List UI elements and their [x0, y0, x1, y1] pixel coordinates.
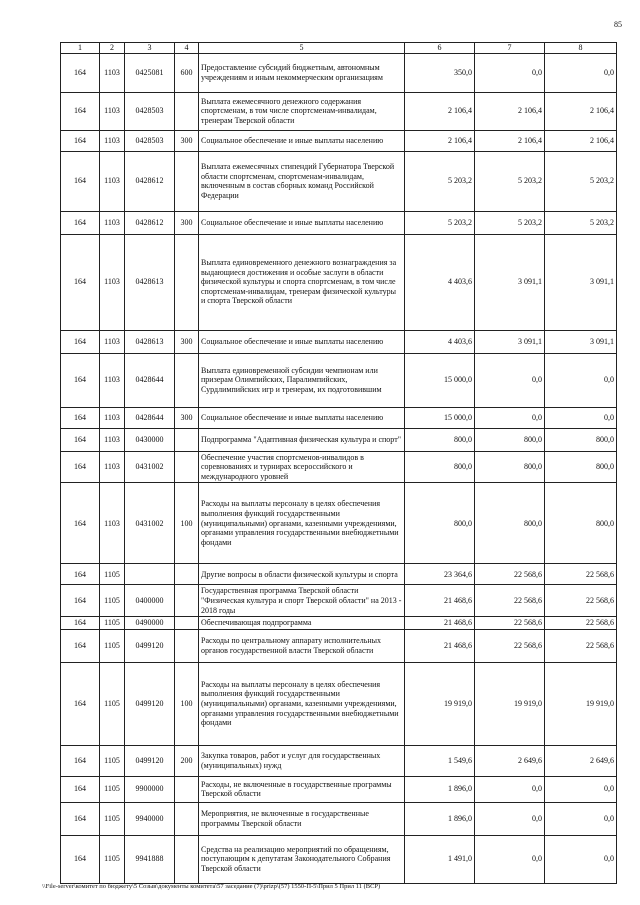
table-cell-c3: 0490000 — [125, 617, 175, 630]
column-header: 3 — [125, 43, 175, 54]
table-cell-c3: 0428644 — [125, 353, 175, 407]
row-description: Социальное обеспечение и иные выплаты населению — [199, 330, 405, 353]
table-cell-c1: 164 — [61, 407, 100, 428]
table-cell-c1: 164 — [61, 835, 100, 883]
table-cell-v7: 5 203,2 — [475, 151, 545, 211]
table-cell-c4 — [175, 428, 199, 451]
table-cell-v8: 0,0 — [545, 407, 617, 428]
table-row — [61, 130, 617, 151]
table-cell-c4: 100 — [175, 483, 199, 564]
column-header: 1 — [61, 43, 100, 54]
table-cell-c1: 164 — [61, 483, 100, 564]
table-cell-c1: 164 — [61, 234, 100, 330]
table-cell-c1: 164 — [61, 151, 100, 211]
table-cell-c3: 9941888 — [125, 835, 175, 883]
table-cell-v7: 3 091,1 — [475, 234, 545, 330]
table-cell-v7: 22 568,6 — [475, 585, 545, 617]
table-cell-c2: 1103 — [100, 234, 125, 330]
table-cell-v7: 0,0 — [475, 776, 545, 802]
row-description: Расходы на выплаты персоналу в целях обеспечения выполнения функций государственными (муниципальными) органами, казенными учреждениями, органами управления государственными внебюджетными фондами — [199, 483, 405, 564]
table-cell-c1: 164 — [61, 745, 100, 776]
table-cell-v6: 800,0 — [405, 451, 475, 483]
table-cell-v7: 3 091,1 — [475, 330, 545, 353]
table-cell-c1: 164 — [61, 53, 100, 92]
table-cell-c2: 1103 — [100, 451, 125, 483]
table-row — [61, 483, 617, 564]
table-cell-c3: 0428613 — [125, 330, 175, 353]
table-cell-v8: 19 919,0 — [545, 662, 617, 745]
table-cell-c2: 1105 — [100, 776, 125, 802]
table-row — [61, 407, 617, 428]
table-header-row — [61, 43, 617, 54]
table-cell-v6: 5 203,2 — [405, 211, 475, 234]
table-cell-c3: 0428612 — [125, 151, 175, 211]
table-cell-c2: 1103 — [100, 483, 125, 564]
column-header: 8 — [545, 43, 617, 54]
table-cell-c4: 300 — [175, 130, 199, 151]
table-cell-c4: 200 — [175, 745, 199, 776]
table-row — [61, 53, 617, 92]
table-cell-c3: 0428644 — [125, 407, 175, 428]
table-cell-v8: 0,0 — [545, 53, 617, 92]
table-cell-c4: 300 — [175, 330, 199, 353]
table-cell-c2: 1105 — [100, 745, 125, 776]
table-row — [61, 234, 617, 330]
table-cell-c4 — [175, 835, 199, 883]
row-description: Расходы на выплаты персоналу в целях обеспечения выполнения функций государственными (муниципальными) органами, казенными учреждениями, органами управления государственными внебюджетными фондами — [199, 662, 405, 745]
table-cell-c2: 1103 — [100, 151, 125, 211]
table-cell-c1: 164 — [61, 802, 100, 835]
table-cell-c1: 164 — [61, 629, 100, 662]
table-cell-v6: 21 468,6 — [405, 585, 475, 617]
table-cell-c4 — [175, 92, 199, 130]
table-cell-v8: 2 106,4 — [545, 92, 617, 130]
table-cell-v7: 0,0 — [475, 835, 545, 883]
table-row — [61, 662, 617, 745]
row-description: Расходы, не включенные в государственные программы Тверской области — [199, 776, 405, 802]
table-cell-c2: 1103 — [100, 407, 125, 428]
table-cell-v7: 22 568,6 — [475, 629, 545, 662]
table-cell-v8: 800,0 — [545, 451, 617, 483]
table-cell-c2: 1105 — [100, 585, 125, 617]
table-cell-v7: 2 106,4 — [475, 92, 545, 130]
table-cell-v6: 4 403,6 — [405, 234, 475, 330]
table-cell-v8: 2 106,4 — [545, 130, 617, 151]
row-description: Мероприятия, не включенные в государственные программы Тверской области — [199, 802, 405, 835]
table-cell-c4 — [175, 564, 199, 585]
table-cell-v8: 22 568,6 — [545, 564, 617, 585]
column-header: 6 — [405, 43, 475, 54]
table-cell-c2: 1105 — [100, 835, 125, 883]
table-row — [61, 564, 617, 585]
table-cell-c1: 164 — [61, 330, 100, 353]
row-description: Выплата единовременного денежного вознаграждения за выдающиеся достижения и особые заслуги в области физической культуры и спорта спортсменам, в том числе спортсменам-инвалидам, тренерам физической культуры и спорта Тверской области — [199, 234, 405, 330]
table-cell-v6: 4 403,6 — [405, 330, 475, 353]
table-cell-c1: 164 — [61, 776, 100, 802]
table-cell-c2: 1105 — [100, 617, 125, 630]
table-cell-c3: 0499120 — [125, 745, 175, 776]
table-cell-v7: 0,0 — [475, 407, 545, 428]
table-cell-c2: 1105 — [100, 564, 125, 585]
table-cell-v8: 3 091,1 — [545, 234, 617, 330]
table-cell-c2: 1105 — [100, 629, 125, 662]
table-row — [61, 835, 617, 883]
table-cell-v6: 800,0 — [405, 428, 475, 451]
row-description: Социальное обеспечение и иные выплаты населению — [199, 407, 405, 428]
table-cell-v7: 2 106,4 — [475, 130, 545, 151]
row-description: Государственная программа Тверской области "Физическая культура и спорт Тверской области" на 2013 - 2018 годы — [199, 585, 405, 617]
table-cell-c4 — [175, 802, 199, 835]
table-cell-v7: 22 568,6 — [475, 564, 545, 585]
table-cell-c3 — [125, 564, 175, 585]
table-cell-c4 — [175, 617, 199, 630]
table-cell-c3: 0430000 — [125, 428, 175, 451]
table-cell-c4: 100 — [175, 662, 199, 745]
table-cell-c1: 164 — [61, 564, 100, 585]
row-description: Средства на реализацию мероприятий по обращениям, поступающим к депутатам Законодательного Собрания Тверской области — [199, 835, 405, 883]
table-row — [61, 330, 617, 353]
table-row — [61, 428, 617, 451]
row-description: Обеспечение участия спортсменов-инвалидов в соревнованиях и турнирах всероссийского и международного уровней — [199, 451, 405, 483]
table-cell-v6: 21 468,6 — [405, 617, 475, 630]
table-cell-v6: 800,0 — [405, 483, 475, 564]
table-cell-v8: 22 568,6 — [545, 629, 617, 662]
table-cell-c3: 0499120 — [125, 629, 175, 662]
table-cell-c4: 300 — [175, 407, 199, 428]
table-cell-v7: 800,0 — [475, 483, 545, 564]
table-cell-v7: 800,0 — [475, 428, 545, 451]
table-cell-c1: 164 — [61, 662, 100, 745]
table-cell-c1: 164 — [61, 451, 100, 483]
row-description: Обеспечивающая подпрограмма — [199, 617, 405, 630]
table-cell-c3: 0428612 — [125, 211, 175, 234]
table-cell-v6: 350,0 — [405, 53, 475, 92]
table-cell-c1: 164 — [61, 130, 100, 151]
table-cell-c2: 1103 — [100, 428, 125, 451]
table-cell-c2: 1103 — [100, 330, 125, 353]
table-cell-v6: 23 364,6 — [405, 564, 475, 585]
table-row — [61, 629, 617, 662]
table-cell-c3: 0425081 — [125, 53, 175, 92]
table-cell-v6: 15 000,0 — [405, 353, 475, 407]
row-description: Выплата ежемесячных стипендий Губернатора Тверской области спортсменам, спортсменам-инвалидам, включенным в состав сборных команд Российской Федерации — [199, 151, 405, 211]
column-header: 2 — [100, 43, 125, 54]
table-cell-c3: 0431002 — [125, 451, 175, 483]
table-cell-c2: 1105 — [100, 802, 125, 835]
table-row — [61, 92, 617, 130]
row-description: Выплата единовременной субсидии чемпионам или призерам Олимпийских, Паралимпийских, Сурдлимпийских игр и тренерам, их подготовившим — [199, 353, 405, 407]
table-cell-c4 — [175, 585, 199, 617]
table-cell-c1: 164 — [61, 617, 100, 630]
table-cell-v8: 2 649,6 — [545, 745, 617, 776]
table-cell-v8: 5 203,2 — [545, 211, 617, 234]
table-row — [61, 585, 617, 617]
row-description: Предоставление субсидий бюджетным, автономным учреждениям и иным некоммерческим организациям — [199, 53, 405, 92]
table-cell-v8: 800,0 — [545, 483, 617, 564]
table-cell-v8: 22 568,6 — [545, 617, 617, 630]
table-cell-v7: 800,0 — [475, 451, 545, 483]
table-cell-c4: 300 — [175, 211, 199, 234]
table-cell-c4 — [175, 776, 199, 802]
table-row — [61, 211, 617, 234]
table-cell-c2: 1105 — [100, 662, 125, 745]
table-cell-v6: 1 491,0 — [405, 835, 475, 883]
table-cell-c1: 164 — [61, 211, 100, 234]
table-cell-c4 — [175, 151, 199, 211]
table-row — [61, 776, 617, 802]
table-cell-c3: 0431002 — [125, 483, 175, 564]
row-description: Подпрограмма "Адаптивная физическая культура и спорт" — [199, 428, 405, 451]
table-cell-v7: 22 568,6 — [475, 617, 545, 630]
table-cell-v7: 0,0 — [475, 802, 545, 835]
table-cell-v8: 5 203,2 — [545, 151, 617, 211]
table-row — [61, 151, 617, 211]
table-cell-v6: 2 106,4 — [405, 92, 475, 130]
table-cell-v8: 3 091,1 — [545, 330, 617, 353]
table-cell-c3: 0428503 — [125, 92, 175, 130]
table-cell-c3: 0499120 — [125, 662, 175, 745]
row-description: Социальное обеспечение и иные выплаты населению — [199, 211, 405, 234]
table-cell-c1: 164 — [61, 353, 100, 407]
table-cell-c1: 164 — [61, 428, 100, 451]
table-cell-v8: 0,0 — [545, 353, 617, 407]
table-cell-v7: 0,0 — [475, 53, 545, 92]
column-header: 4 — [175, 43, 199, 54]
row-description: Выплата ежемесячного денежного содержания спортсменам, в том числе спортсменам-инвалидам, тренерам Тверской области — [199, 92, 405, 130]
table-cell-c4 — [175, 451, 199, 483]
table-cell-c2: 1103 — [100, 92, 125, 130]
table-row — [61, 617, 617, 630]
table-cell-v8: 0,0 — [545, 835, 617, 883]
table-cell-v7: 5 203,2 — [475, 211, 545, 234]
table-cell-v6: 2 106,4 — [405, 130, 475, 151]
table-cell-c2: 1103 — [100, 130, 125, 151]
table-cell-c3: 0428613 — [125, 234, 175, 330]
column-header: 5 — [199, 43, 405, 54]
table-cell-v8: 0,0 — [545, 776, 617, 802]
table-cell-c3: 0428503 — [125, 130, 175, 151]
footer-file-path: \\File-server\комитет по бюджету\5 Созыв\документы комитета\57 заседание (7)\prizp\(57) 1550-П-5\Прил 5 Прил 11 (ВСР) — [42, 883, 381, 890]
table-cell-v6: 1 549,6 — [405, 745, 475, 776]
table-cell-v6: 5 203,2 — [405, 151, 475, 211]
table-cell-v6: 1 896,0 — [405, 776, 475, 802]
table-row — [61, 353, 617, 407]
table-row — [61, 745, 617, 776]
table-cell-c4 — [175, 353, 199, 407]
budget-table — [60, 42, 617, 884]
table-cell-v8: 22 568,6 — [545, 585, 617, 617]
table-cell-c4 — [175, 234, 199, 330]
table-cell-v7: 2 649,6 — [475, 745, 545, 776]
table-cell-v7: 19 919,0 — [475, 662, 545, 745]
table-cell-v8: 800,0 — [545, 428, 617, 451]
table-cell-v6: 1 896,0 — [405, 802, 475, 835]
table-row — [61, 802, 617, 835]
table-cell-c1: 164 — [61, 585, 100, 617]
table-cell-c3: 9900000 — [125, 776, 175, 802]
row-description: Расходы по центральному аппарату исполнительных органов государственной власти Тверской области — [199, 629, 405, 662]
table-cell-v8: 0,0 — [545, 802, 617, 835]
table-cell-c3: 0400000 — [125, 585, 175, 617]
row-description: Другие вопросы в области физической культуры и спорта — [199, 564, 405, 585]
table-cell-c2: 1103 — [100, 211, 125, 234]
page-number: 85 — [614, 20, 622, 29]
table-cell-v6: 15 000,0 — [405, 407, 475, 428]
row-description: Социальное обеспечение и иные выплаты населению — [199, 130, 405, 151]
table-cell-v6: 21 468,6 — [405, 629, 475, 662]
table-row — [61, 451, 617, 483]
table-cell-c4: 600 — [175, 53, 199, 92]
table-cell-c4 — [175, 629, 199, 662]
row-description: Закупка товаров, работ и услуг для государственных (муниципальных) нужд — [199, 745, 405, 776]
table-cell-c1: 164 — [61, 92, 100, 130]
table-cell-v7: 0,0 — [475, 353, 545, 407]
table-cell-v6: 19 919,0 — [405, 662, 475, 745]
table-cell-c3: 9940000 — [125, 802, 175, 835]
table-cell-c2: 1103 — [100, 53, 125, 92]
column-header: 7 — [475, 43, 545, 54]
table-cell-c2: 1103 — [100, 353, 125, 407]
